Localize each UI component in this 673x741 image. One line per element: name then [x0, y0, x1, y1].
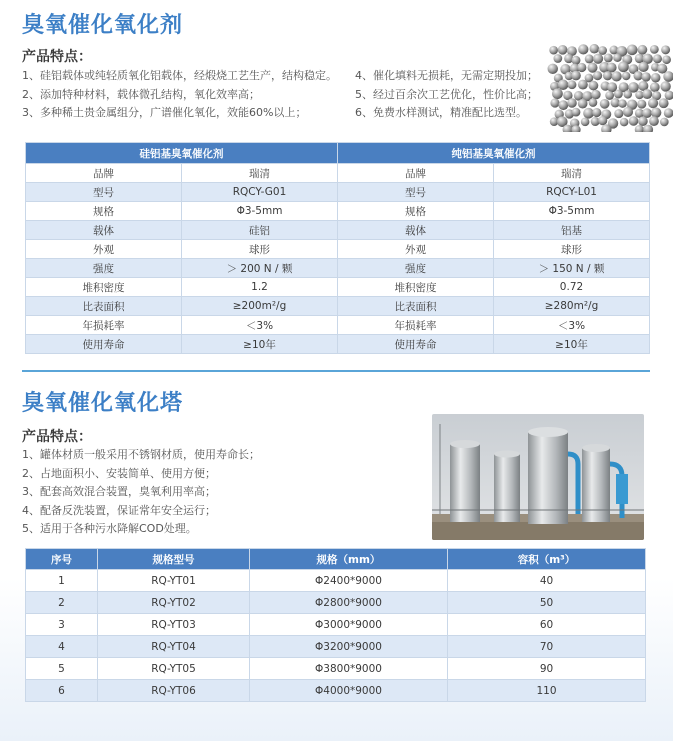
table-cell: ≥280m²/g — [494, 297, 650, 316]
bead — [611, 71, 621, 81]
table-row — [26, 570, 646, 592]
catalyst-spec-table — [25, 142, 650, 354]
table-cell: 堆积密度 — [338, 278, 494, 297]
section2-features — [22, 446, 260, 539]
table-cell: Φ3800*9000 — [250, 658, 448, 680]
table-cell: 规格 — [338, 202, 494, 221]
bead — [614, 90, 623, 99]
bead — [581, 118, 590, 127]
table-cell: 比表面积 — [26, 297, 182, 316]
table-cell: ＜3% — [182, 316, 338, 335]
table-cell: ＜3% — [494, 316, 650, 335]
bead — [603, 71, 612, 80]
table-row — [26, 614, 646, 636]
bead — [600, 99, 610, 109]
table-cell: 堆积密度 — [26, 278, 182, 297]
bead — [633, 71, 642, 80]
bead — [598, 46, 607, 55]
feature-item: 2、添加特种材料，载体微孔结构，氧化效率高； — [22, 87, 260, 101]
bead — [660, 118, 669, 127]
bead — [620, 118, 629, 127]
bead — [614, 109, 623, 118]
bead — [661, 45, 670, 54]
bead — [558, 45, 568, 55]
bead — [605, 91, 614, 100]
table-cell: 4 — [26, 636, 98, 658]
table-cell: 60 — [448, 614, 646, 636]
bead — [592, 108, 601, 117]
table-cell: 型号 — [338, 183, 494, 202]
table-cell: 球形 — [494, 240, 650, 259]
table-cell: 3 — [26, 614, 98, 636]
table-cell: ≥10年 — [182, 335, 338, 354]
bead — [618, 61, 629, 72]
table-header: 纯铝基臭氧催化剂 — [338, 143, 650, 164]
table-row — [26, 164, 650, 183]
table-row — [26, 680, 646, 702]
table-cell: Φ3000*9000 — [250, 614, 448, 636]
bead — [604, 53, 613, 62]
bead — [618, 99, 626, 107]
table-cell: RQ-YT06 — [98, 680, 250, 702]
feature-item: 3、多种稀土贵金属组分，广谱催化氧化，效能60%以上； — [22, 106, 307, 119]
table-row — [26, 297, 650, 316]
table-cell: 1 — [26, 570, 98, 592]
table-header: 硅铝基臭氧催化剂 — [26, 143, 338, 164]
table-cell: 外观 — [338, 240, 494, 259]
bead — [567, 98, 577, 108]
bead — [643, 125, 653, 132]
section-divider — [22, 370, 650, 372]
tower-spec-table — [25, 548, 646, 702]
bead — [548, 64, 558, 74]
bead — [648, 98, 658, 108]
bead — [598, 116, 607, 125]
table-cell: RQ-YT05 — [98, 658, 250, 680]
table-cell: 型号 — [26, 183, 182, 202]
ozone-tower-photo — [432, 414, 644, 540]
bead — [629, 116, 639, 126]
table-cell: Φ3-5mm — [182, 202, 338, 221]
table-header: 规格型号 — [98, 549, 250, 570]
table-cell: ＞ 150 N / 颗 — [494, 259, 650, 278]
bead — [558, 79, 569, 90]
bead — [578, 44, 588, 54]
table-row — [26, 592, 646, 614]
section1-features-left — [22, 67, 337, 123]
bead — [665, 91, 673, 100]
bead — [649, 116, 659, 126]
bead — [638, 116, 648, 126]
table-cell: ＞ 200 N / 颗 — [182, 259, 338, 278]
feature-item: 1、罐体材质一般采用不锈钢材质，使用寿命长； — [22, 448, 260, 461]
table-cell: 品牌 — [338, 164, 494, 183]
table-cell: 硅铝 — [182, 221, 338, 240]
bead — [589, 81, 599, 91]
table-cell: 外观 — [26, 240, 182, 259]
table-cell: RQ-YT04 — [98, 636, 250, 658]
table-cell: 载体 — [338, 221, 494, 240]
table-header: 规格（mm） — [250, 549, 448, 570]
table-cell: 70 — [448, 636, 646, 658]
bead — [591, 90, 601, 100]
table-cell: RQCY-L01 — [494, 183, 650, 202]
bead — [571, 71, 581, 81]
bead — [568, 80, 577, 89]
bead — [638, 45, 648, 55]
table-cell: 瑞清 — [182, 164, 338, 183]
bead — [664, 108, 673, 118]
table-cell: 强度 — [338, 259, 494, 278]
feature-item: 5、适用于各种污水降解COD处理。 — [22, 522, 197, 535]
table-cell: Φ3200*9000 — [250, 636, 448, 658]
table-cell: 1.2 — [182, 278, 338, 297]
bead — [641, 72, 650, 81]
feature-item: 5、经过百余次工艺优化，性价比高； — [355, 87, 538, 101]
section1-title: 臭氧催化氧化剂 — [22, 13, 184, 38]
table-cell: RQCY-G01 — [182, 183, 338, 202]
table-cell: 5 — [26, 658, 98, 680]
table-cell: ≥200m²/g — [182, 297, 338, 316]
table-row — [26, 658, 646, 680]
bead — [662, 55, 671, 64]
bead — [613, 54, 622, 63]
feature-item: 4、催化填料无损耗，无需定期投加； — [355, 69, 538, 82]
bead — [642, 89, 652, 99]
bead — [549, 46, 558, 55]
feature-item: 2、占地面积小、安装简单、使用方便； — [22, 466, 216, 480]
table-row — [26, 278, 650, 297]
table-cell: 使用寿命 — [26, 335, 182, 354]
feature-item: 6、免费水样测试，精准配比选型。 — [355, 106, 527, 119]
table-cell: 品牌 — [26, 164, 182, 183]
table-cell: Φ3-5mm — [494, 202, 650, 221]
bead — [593, 71, 602, 80]
table-row — [26, 259, 650, 278]
bead — [552, 88, 563, 99]
bead — [571, 56, 580, 65]
catalyst-beads-image — [545, 44, 673, 132]
bead — [622, 72, 630, 80]
bead — [589, 98, 598, 107]
feature-item: 1、硅铝载体或纯轻质氧化铝载体，经煅烧工艺生产，结构稳定。 — [22, 69, 337, 82]
table-cell: 90 — [448, 658, 646, 680]
table-cell: RQ-YT02 — [98, 592, 250, 614]
bead — [650, 82, 660, 92]
bead — [589, 44, 599, 54]
table-cell: 比表面积 — [338, 297, 494, 316]
bead — [651, 107, 661, 117]
table-cell: Φ2800*9000 — [250, 592, 448, 614]
bead — [585, 54, 594, 63]
table-cell: 使用寿命 — [338, 335, 494, 354]
section2-title: 臭氧催化氧化塔 — [22, 391, 184, 416]
table-cell: RQ-YT03 — [98, 614, 250, 636]
table-cell: RQ-YT01 — [98, 570, 250, 592]
table-cell: Φ4000*9000 — [250, 680, 448, 702]
table-cell: 强度 — [26, 259, 182, 278]
bead — [627, 44, 638, 55]
table-cell: 年损耗率 — [338, 316, 494, 335]
table-cell: 40 — [448, 570, 646, 592]
table-cell: 50 — [448, 592, 646, 614]
bead — [578, 99, 588, 109]
section1-features-right — [355, 67, 538, 123]
table-row — [26, 335, 650, 354]
table-header: 容积（m³） — [448, 549, 646, 570]
table-row — [26, 202, 650, 221]
bead — [593, 54, 603, 64]
table-cell: 年损耗率 — [26, 316, 182, 335]
section2-subtitle: 产品特点： — [22, 429, 92, 445]
bead — [607, 63, 617, 73]
bead — [653, 54, 662, 63]
bead — [577, 63, 586, 72]
table-cell: 6 — [26, 680, 98, 702]
bead — [659, 98, 669, 108]
table-row — [26, 240, 650, 259]
table-cell: 载体 — [26, 221, 182, 240]
feature-item: 3、配套高效混合装置，臭氧利用率高； — [22, 485, 216, 498]
bead — [651, 73, 660, 82]
table-cell: 球形 — [182, 240, 338, 259]
table-cell: ≥10年 — [494, 335, 650, 354]
table-row — [26, 636, 646, 658]
bead — [638, 62, 648, 72]
table-header: 序号 — [26, 549, 98, 570]
bead — [660, 81, 670, 91]
bead — [550, 98, 559, 107]
bead — [623, 107, 633, 117]
table-cell: Φ2400*9000 — [250, 570, 448, 592]
bead — [578, 80, 588, 90]
bead — [558, 100, 568, 110]
bead — [588, 63, 598, 73]
bead — [572, 108, 581, 117]
table-cell: 110 — [448, 680, 646, 702]
table-row — [26, 221, 650, 240]
section1-subtitle: 产品特点： — [22, 49, 92, 65]
feature-item: 4、配备反洗装置，保证常年安全运行； — [22, 503, 216, 517]
bead — [553, 54, 562, 63]
bead — [624, 90, 632, 98]
table-cell: 0.72 — [494, 278, 650, 297]
table-row — [26, 316, 650, 335]
table-row — [26, 183, 650, 202]
table-cell: 铝基 — [494, 221, 650, 240]
table-cell: 瑞清 — [494, 164, 650, 183]
bead — [637, 100, 646, 109]
bead — [650, 45, 659, 54]
table-cell: 2 — [26, 592, 98, 614]
table-cell: 规格 — [26, 202, 182, 221]
